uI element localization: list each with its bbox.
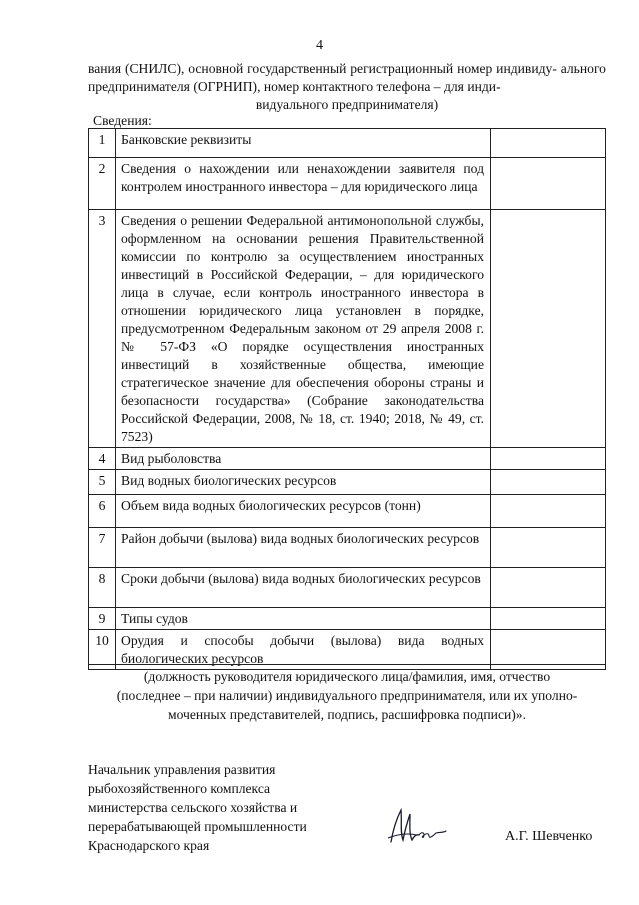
row-value-cell <box>491 158 606 210</box>
row-number: 5 <box>89 470 116 495</box>
intro-line: вания (СНИЛС), основной государственный регистрационный номер индивиду- <box>88 61 557 76</box>
row-number: 8 <box>89 568 116 608</box>
page-number: 4 <box>316 38 323 53</box>
signatory-line: рыбохозяйственного комплекса <box>88 781 271 796</box>
row-text: Вид водных биологических ресурсов <box>116 470 491 495</box>
row-text: Типы судов <box>116 608 491 630</box>
row-value-cell <box>491 568 606 608</box>
footnote-line: (последнее – при наличии) индивидуального предпринимателя, или их уполно- <box>116 688 578 703</box>
footnote-text <box>88 665 606 724</box>
row-number: 2 <box>89 158 116 210</box>
table-row <box>89 210 606 448</box>
row-number: 3 <box>89 210 116 448</box>
signature-footnote <box>88 664 606 724</box>
row-text: Сведения о решении Федеральной антимонопольной службы, оформленном на основании решения Правительственной комиссии по контролю за осуществлением иностранных инвестиций в Российской Федерации, – для юридического лица в случае, если контроль иностранного инвестора в отношении юридического лица установлен в порядке, предусмотренном Федеральным законом от 29 апреля 2008 г. № 57-ФЗ «О порядке осуществления иностранных инвестиций в хозяйственные общества, имеющие стратегическое значение для обеспечения обороны страны и безопасности государства» (Собрание законодательства Российской Федерации, 2008, № 18, ст. 1940; 2018, № 49, ст. 7523) <box>116 210 491 448</box>
row-text: Сведения о нахождении или ненахождении заявителя под контролем иностранного инвестора – для юридического лица <box>116 158 491 210</box>
handwritten-signature-icon <box>383 800 453 850</box>
signatory-line: Начальник управления развития <box>88 762 276 777</box>
intro-line: ального предпринимателя (ОГРНИП), номер контактного телефона – для инди- <box>88 61 606 94</box>
row-number: 6 <box>89 495 116 528</box>
row-number: 9 <box>89 608 116 630</box>
row-number: 10 <box>89 630 116 670</box>
signatory-line: перерабатывающей промышленности <box>88 819 307 834</box>
row-value-cell <box>491 129 606 158</box>
row-value-cell <box>491 210 606 448</box>
row-text: Орудия и способы добычи (вылова) вида водных биологических ресурсов <box>116 630 491 670</box>
footnote-line: моченных представителей, подпись, расшифровка подписи)». <box>168 707 526 722</box>
row-number: 1 <box>89 129 116 158</box>
row-number: 4 <box>89 448 116 470</box>
row-text: Район добычи (вылова) вида водных биологических ресурсов <box>116 528 491 568</box>
table-row <box>89 129 606 158</box>
table-row <box>89 528 606 568</box>
table-row <box>89 495 606 528</box>
intro-line: видуального предпринимателя) <box>255 97 439 112</box>
footnote-line: (должность руководителя юридического лица/фамилия, имя, отчество <box>143 669 551 684</box>
row-text: Банковские реквизиты <box>116 129 491 158</box>
signer-name: А.Г. Шевченко <box>505 829 593 844</box>
table-row <box>89 470 606 495</box>
table-row <box>89 448 606 470</box>
table-row <box>89 568 606 608</box>
intro-paragraph <box>88 60 606 114</box>
row-text: Объем вида водных биологических ресурсов (тонн) <box>116 495 491 528</box>
row-text: Вид рыболовства <box>116 448 491 470</box>
row-value-cell <box>491 608 606 630</box>
signatory-position <box>88 760 358 855</box>
row-value-cell <box>491 495 606 528</box>
row-number: 7 <box>89 528 116 568</box>
signatory-line: Краснодарского края <box>88 838 210 853</box>
row-value-cell <box>491 528 606 568</box>
signatory-line: министерства сельского хозяйства и <box>88 800 298 815</box>
table-row <box>89 608 606 630</box>
row-value-cell <box>491 470 606 495</box>
svedeniya-label: Сведения: <box>93 113 152 128</box>
row-text: Сроки добычи (вылова) вида водных биологических ресурсов <box>116 568 491 608</box>
table-row <box>89 158 606 210</box>
row-value-cell <box>491 448 606 470</box>
information-table <box>88 128 606 670</box>
